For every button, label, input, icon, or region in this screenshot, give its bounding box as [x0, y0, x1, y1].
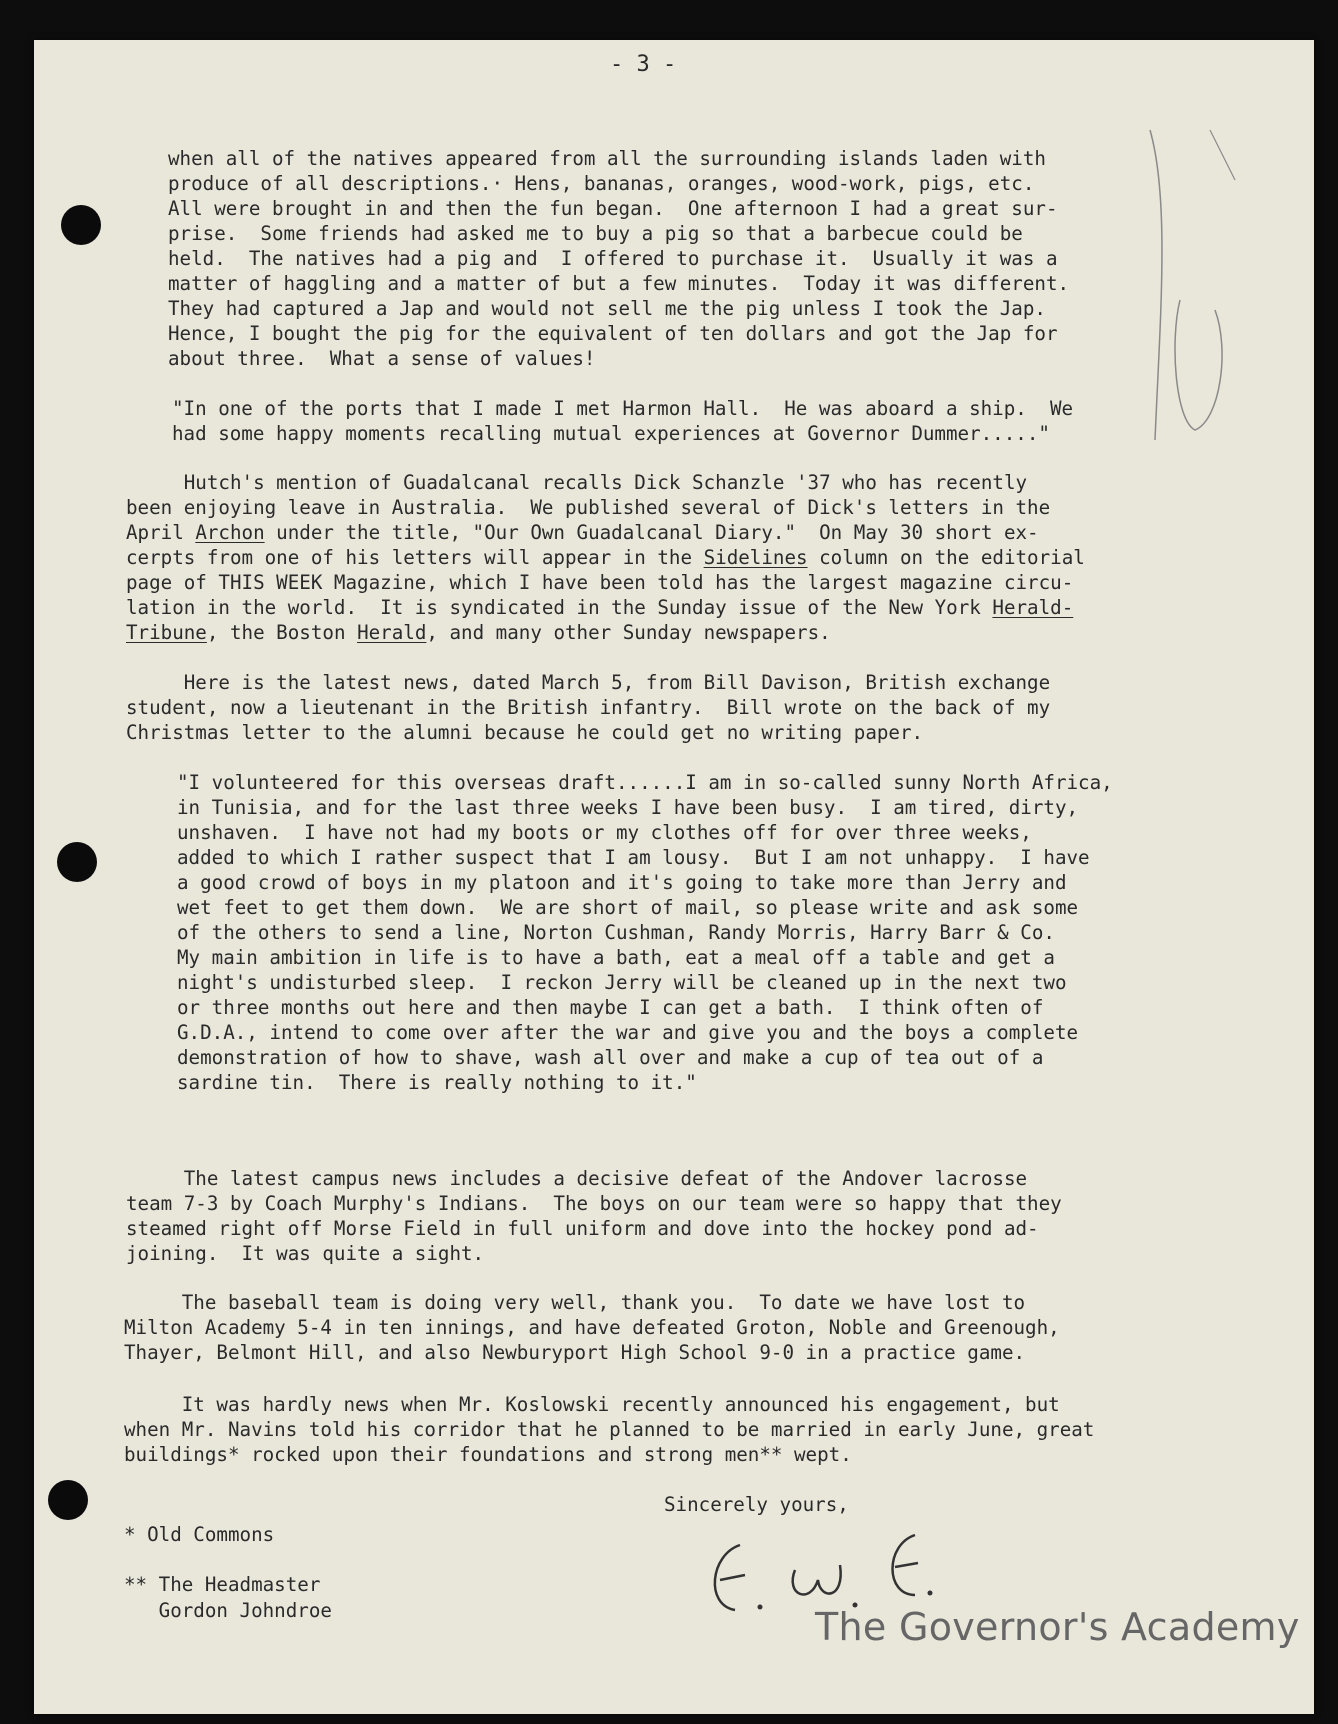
text-line: Christmas letter to the alumni because he could get no writing paper. [126, 721, 924, 744]
text-line: page of THIS WEEK Magazine, which I have been told has the largest magazine circu- [126, 571, 1074, 594]
text-line: produce of all descriptions.· Hens, bananas, oranges, wood-work, pigs, etc. [168, 172, 1035, 195]
text-line: added to which I rather suspect that I am lousy. But I am not unhappy. I have [177, 846, 1090, 869]
punch-hole-bottom [48, 1480, 88, 1520]
text-line: lation in the world. It is syndicated in the Sunday issue of the New York Herald- [126, 596, 1074, 619]
text-line: G.D.A., intend to come over after the war and give you and the boys a complete [177, 1021, 1079, 1044]
text-line: prise. Some friends had asked me to buy a pig so that a barbecue could be [168, 222, 1023, 245]
paragraph-1 [168, 146, 1069, 371]
page-number: - 3 - [610, 52, 677, 77]
text-line: matter of haggling and a matter of but a few minutes. Today it was different. [168, 272, 1070, 295]
paragraph-2 [172, 396, 1073, 446]
paragraph-7 [124, 1290, 1060, 1365]
text-line: when all of the natives appeared from all the surrounding islands laden with [168, 147, 1046, 170]
text-line: steamed right off Morse Field in full uniform and dove into the hockey pond ad- [126, 1217, 1039, 1240]
footnote-headmaster: ** The Headmaster [124, 1573, 321, 1596]
text-line: Thayer, Belmont Hill, and also Newburyport High School 9-0 in a practice game. [124, 1341, 1026, 1364]
punch-hole-middle [57, 842, 97, 882]
text-line: Hence, I bought the pig for the equivalent of ten dollars and got the Jap for [168, 322, 1058, 345]
text-line: night's undisturbed sleep. I reckon Jerry will be cleaned up in the next two [177, 971, 1067, 994]
paragraph-8 [124, 1392, 1094, 1467]
text-line: had some happy moments recalling mutual experiences at Governor Dummer....." [172, 422, 1050, 445]
text-line: "I volunteered for this overseas draft......I am in so-called sunny North Africa, [177, 771, 1113, 794]
text-line: student, now a lieutenant in the British infantry. Bill wrote on the back of my [126, 696, 1051, 719]
closing: Sincerely yours, [664, 1493, 849, 1516]
text-line: of the others to send a line, Norton Cushman, Randy Morris, Harry Barr & Co. [177, 921, 1055, 944]
text-line: They had captured a Jap and would not sell me the pig unless I took the Jap. [168, 297, 1046, 320]
text-line: Hutch's mention of Guadalcanal recalls Dick Schanzle '37 who has recently [126, 471, 1028, 494]
text-line: cerpts from one of his letters will appear in the Sidelines column on the editorial [126, 546, 1085, 569]
text-line: unshaven. I have not had my boots or my clothes off for over three weeks, [177, 821, 1032, 844]
text-line: buildings* rocked upon their foundations and strong men** wept. [124, 1443, 852, 1466]
text-line: team 7-3 by Coach Murphy's Indians. The boys on our team were so happy that they [126, 1192, 1062, 1215]
paragraph-6 [126, 1166, 1062, 1266]
text-line: My main ambition in life is to have a bath, eat a meal off a table and get a [177, 946, 1055, 969]
paragraph-4 [126, 670, 1050, 745]
paragraph-5-quote [177, 770, 1113, 1095]
footnote-headmaster-name: Gordon Johndroe [124, 1599, 332, 1622]
text-line: held. The natives had a pig and I offered to purchase it. Usually it was a [168, 247, 1058, 270]
text-line: All were brought in and then the fun began. One afternoon I had a great sur- [168, 197, 1058, 220]
paragraph-3 [126, 470, 1085, 645]
pencil-mark [1140, 120, 1250, 450]
text-line: in Tunisia, and for the last three weeks I have been busy. I am tired, dirty, [177, 796, 1079, 819]
text-line: "In one of the ports that I made I met Harmon Hall. He was aboard a ship. We [172, 397, 1074, 420]
text-line: about three. What a sense of values! [168, 347, 596, 370]
text-line: The latest campus news includes a decisive defeat of the Andover lacrosse [126, 1167, 1028, 1190]
text-line: Tribune, the Boston Herald, and many other Sunday newspapers. [126, 621, 831, 644]
text-line: demonstration of how to shave, wash all over and make a cup of tea out of a [177, 1046, 1044, 1069]
text-line: when Mr. Navins told his corridor that he planned to be married in early June, great [124, 1418, 1095, 1441]
footnote-old-commons: * Old Commons [124, 1523, 275, 1546]
text-line: Here is the latest news, dated March 5, from Bill Davison, British exchange [126, 671, 1051, 694]
text-line: The baseball team is doing very well, thank you. To date we have lost to [124, 1291, 1026, 1314]
text-line: a good crowd of boys in my platoon and it's going to take more than Jerry and [177, 871, 1067, 894]
punch-hole-top [61, 205, 101, 245]
text-line: or three months out here and then maybe I can get a bath. I think often of [177, 996, 1044, 1019]
watermark: The Governor's Academy [815, 1605, 1300, 1649]
text-line: been enjoying leave in Australia. We published several of Dick's letters in the [126, 496, 1051, 519]
text-line: April Archon under the title, "Our Own Guadalcanal Diary." On May 30 short ex- [126, 521, 1039, 544]
text-line: It was hardly news when Mr. Koslowski recently announced his engagement, but [124, 1393, 1060, 1416]
text-line: sardine tin. There is really nothing to it." [177, 1071, 697, 1094]
text-line: wet feet to get them down. We are short of mail, so please write and ask some [177, 896, 1079, 919]
text-line: joining. It was quite a sight. [126, 1242, 485, 1265]
text-line: Milton Academy 5-4 in ten innings, and have defeated Groton, Noble and Greenough, [124, 1316, 1060, 1339]
